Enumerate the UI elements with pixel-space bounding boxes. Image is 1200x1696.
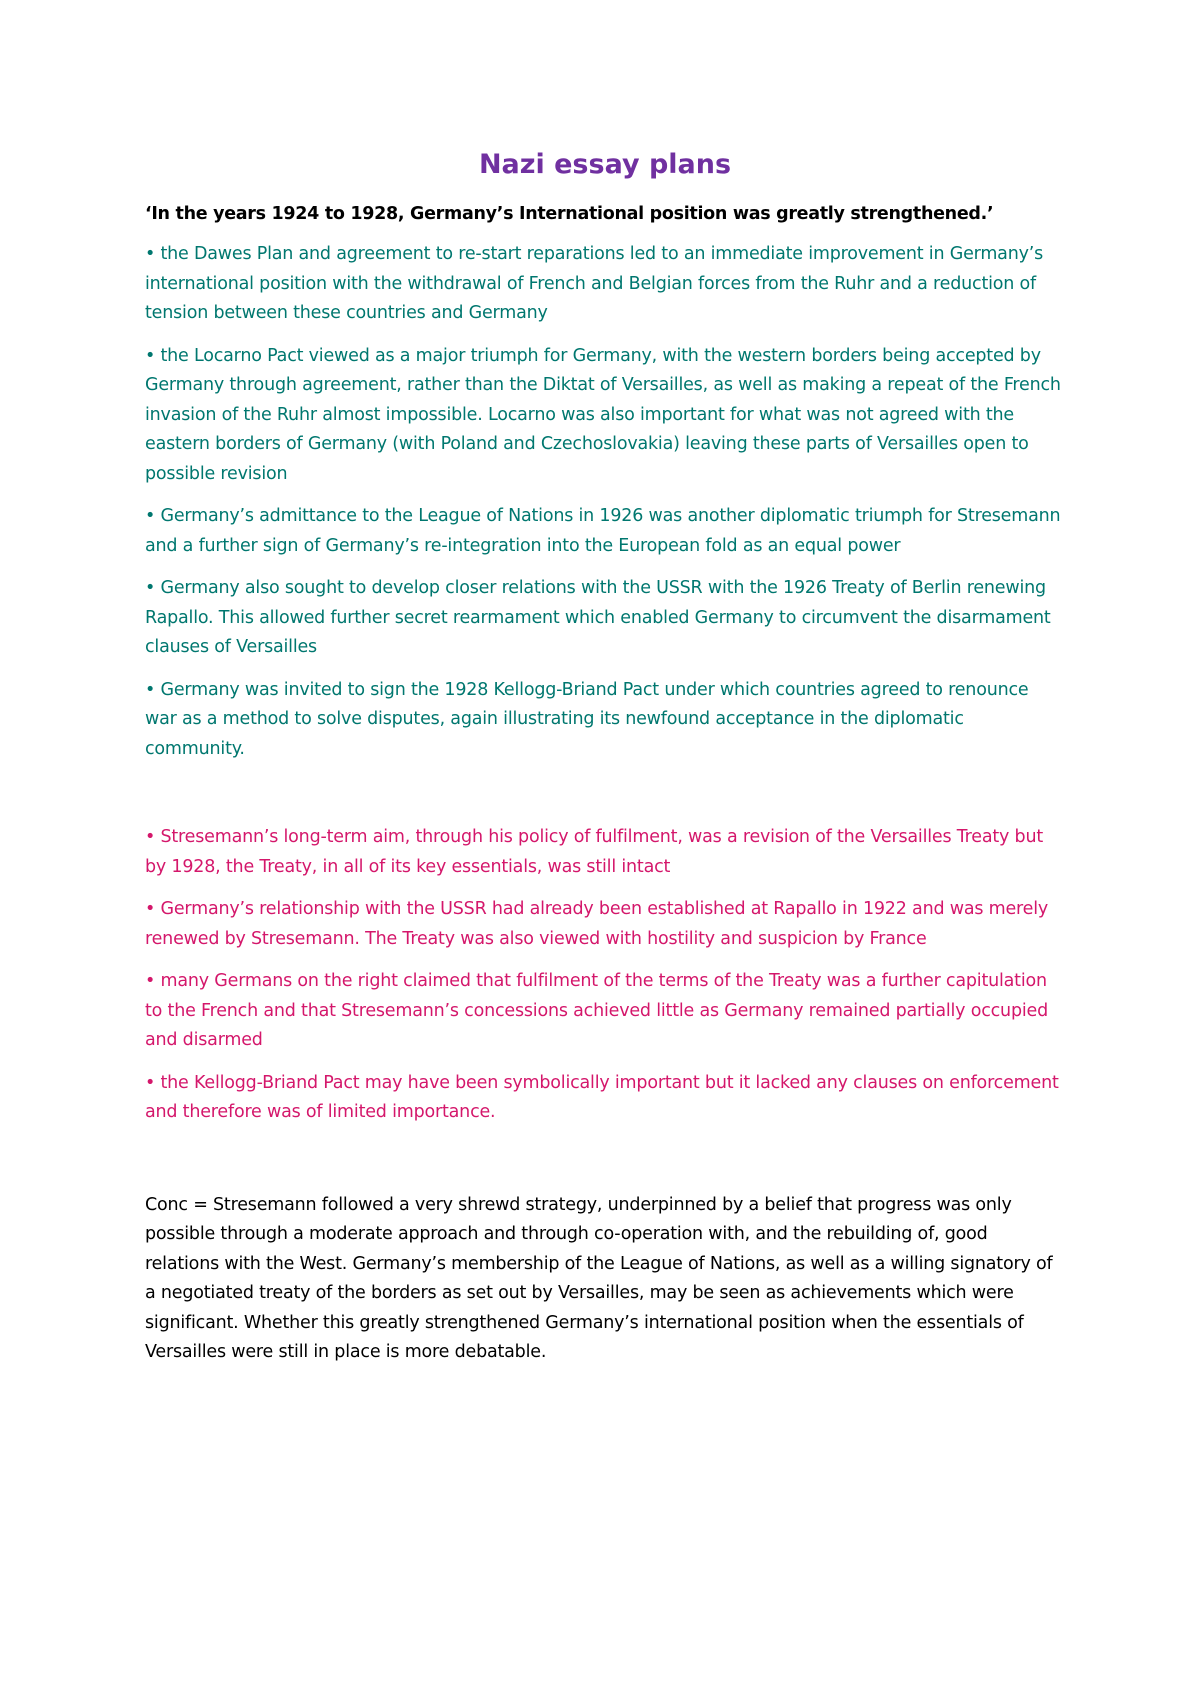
section-spacer	[145, 1141, 1065, 1191]
disagree-point-right-wing-criticism: • many Germans on the right claimed that fulfilment of the terms of the Treaty was a further capitulation to the French and that Stresemann’s concessions achieved little as Germany remained partially occupied and disarmed	[145, 971, 1048, 1050]
agree-point-kellogg-briand: • Germany was invited to sign the 1928 Kellogg-Briand Pact under which countries agreed to renounce war as a method to solve disputes, again illustrating its newfound acceptance in the diplomatic community.	[145, 679, 1029, 759]
disagree-point-kellogg-briand-limits: • the Kellogg-Briand Pact may have been symbolically important but it lacked any clauses on enforcement and therefore was of limited importance.	[145, 1072, 1059, 1122]
disagree-point-ussr-relationship: • Germany’s relationship with the USSR had already been established at Rapallo in 1922 and was merely renewed by Stresemann. The Treaty was also viewed with hostility and suspicion by France	[145, 899, 1049, 949]
agree-point-treaty-of-berlin: • Germany also sought to develop closer relations with the USSR with the 1926 Treaty of Berlin renewing Rapallo. This allowed further secret rearmament which enabled Germany to circumvent the disarmament clauses of Versailles	[145, 578, 1051, 657]
document-title: Nazi essay plans	[478, 149, 732, 180]
agree-point-dawes-plan: • the Dawes Plan and agreement to re-start reparations led to an immediate improvement in Germany’s international position with the withdrawal of French and Belgian forces from the Ruhr and a reduction of tension between these countries and Germany	[145, 244, 1044, 323]
agree-point-league-of-nations: • Germany’s admittance to the League of Nations in 1926 was another diplomatic triumph for Stresemann and a further sign of Germany’s re-integration into the European fold as an equal power	[145, 506, 1061, 556]
document-content	[145, 145, 1065, 1381]
agree-point-locarno-pact: • the Locarno Pact viewed as a major triumph for Germany, with the western borders being accepted by Germany through agreement, rather than the Diktat of Versailles, as well as making a repeat of the French invasion of the Ruhr almost impossible. Locarno was also important for what was not agreed with the eastern borders of Germany (with Poland and Czechoslovakia) leaving these parts of Versailles open to possible revision	[145, 345, 1061, 484]
disagree-point-versailles-intact: • Stresemann’s long-term aim, through his policy of fulfilment, was a revision of the Versailles Treaty but by 1928, the Treaty, in all of its key essentials, was still intact	[145, 827, 1043, 877]
section-spacer	[145, 777, 1065, 823]
essay-question: ‘In the years 1924 to 1928, Germany’s International position was greatly strengthened.’	[145, 204, 994, 224]
conclusion-paragraph: Conc = Stresemann followed a very shrewd strategy, underpinned by a belief that progress was only possible through a moderate approach and through co-operation with, and the rebuilding of, good relations with the West. Germany’s membership of the League of Nations, as well as a willing signatory of a negotiated treaty of the borders as set out by Versailles, may be seen as achievements which were significant. Whether this greatly strengthened Germany’s international position when the essentials of Versailles were still in place is more debatable.	[145, 1194, 1053, 1362]
